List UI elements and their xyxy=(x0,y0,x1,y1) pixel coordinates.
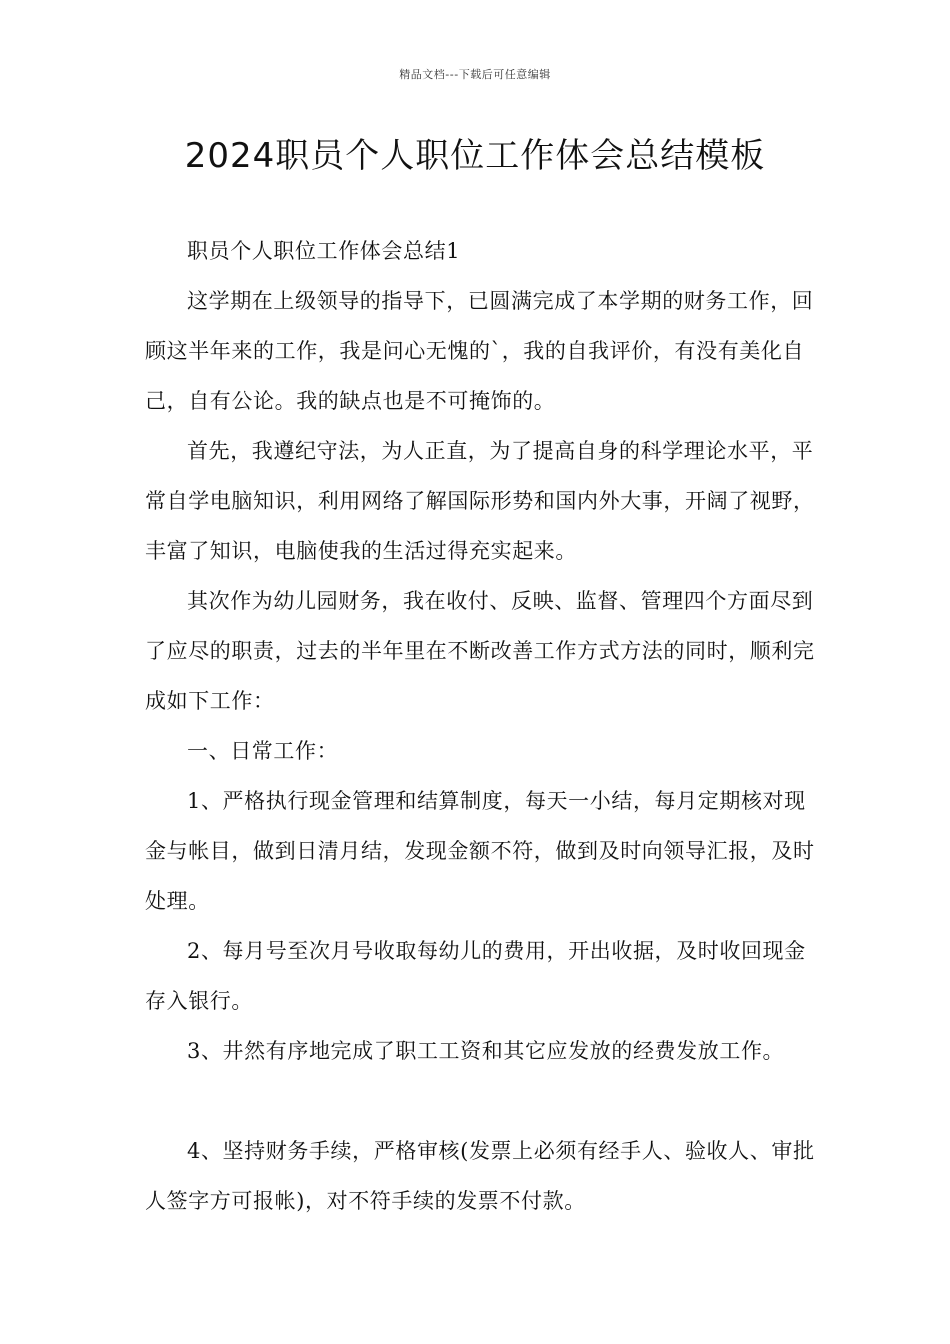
list-item-4: 4、坚持财务手续，严格审核(发票上必须有经手人、验收人、审批人签字方可报帐)，对不符手续的发票不付款。 xyxy=(145,1139,815,1213)
paragraph-gap xyxy=(145,1076,825,1126)
list-item-2: 2、每月号至次月号收取每幼儿的费用，开出收据，及时收回现金存入银行。 xyxy=(145,939,806,1013)
paragraph-intro: 这学期在上级领导的指导下，已圆满完成了本学期的财务工作，回顾这半年来的工作，我是问心无愧的`，我的自我评价，有没有美化自己，自有公论。我的缺点也是不可掩饰的。 xyxy=(145,289,814,413)
list-item-1: 1、严格执行现金管理和结算制度，每天一小结，每月定期核对现金与帐目，做到日清月结，发现金额不符，做到及时向领导汇报，及时处理。 xyxy=(145,789,815,913)
header-note: 精品文档---下载后可任意编辑 xyxy=(399,68,551,81)
document-title: 2024职员个人职位工作体会总结模板 xyxy=(184,136,766,176)
document-body xyxy=(145,226,825,1226)
list-item-3: 3、井然有序地完成了职工工资和其它应发放的经费发放工作。 xyxy=(187,1039,785,1063)
paragraph-first: 首先，我遵纪守法，为人正直，为了提高自身的科学理论水平，平常自学电脑知识，利用网络了解国际形势和国内外大事，开阔了视野，丰富了知识，电脑使我的生活过得充实起来。 xyxy=(145,439,815,563)
section-heading: 职员个人职位工作体会总结1 xyxy=(187,239,461,263)
list-heading-daily-work: 一、日常工作： xyxy=(187,739,339,763)
paragraph-second: 其次作为幼儿园财务，我在收付、反映、监督、管理四个方面尽到了应尽的职责，过去的半年里在不断改善工作方式方法的同时，顺利完成如下工作： xyxy=(145,589,815,713)
